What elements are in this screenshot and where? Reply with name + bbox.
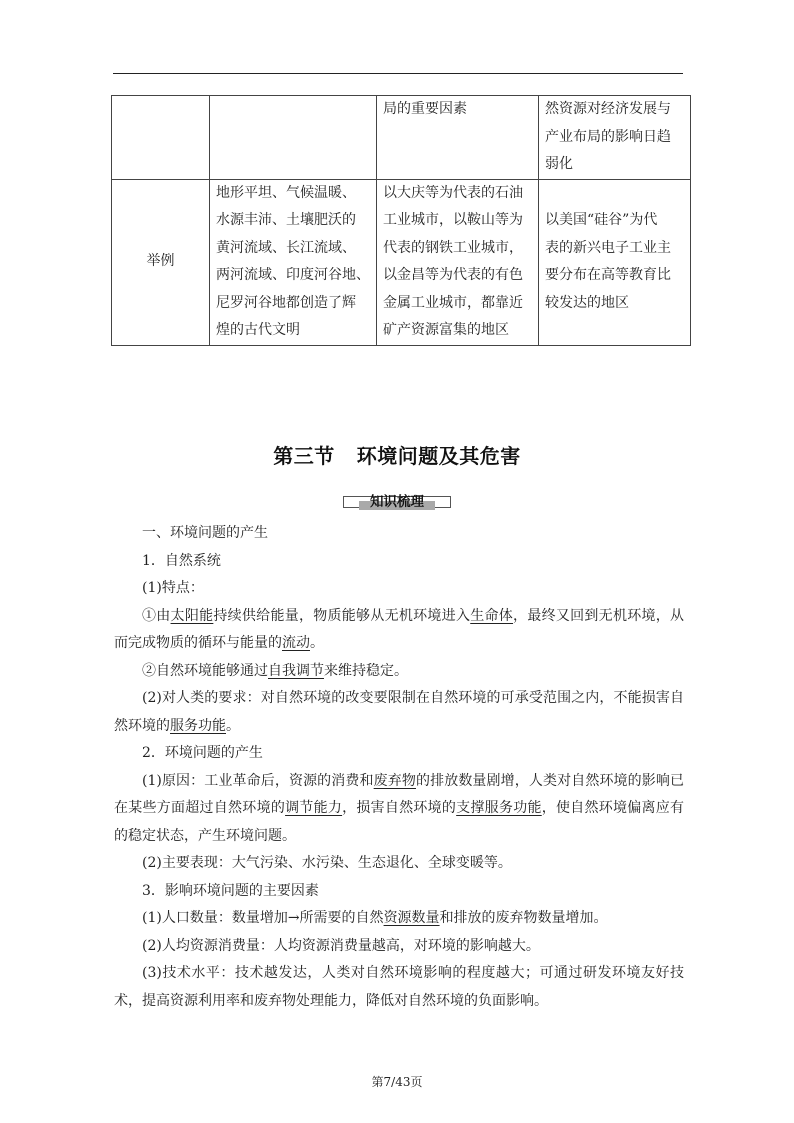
cell-line: 两河流域、印度河谷地、: [216, 267, 370, 283]
table-cell-empty: [210, 96, 377, 180]
knowledge-review-badge: [343, 492, 451, 512]
cell-line: 地形平坦、气候温暖、: [216, 184, 356, 201]
paragraph: (3)技术水平：技术越发达，人类对自然环境影响的程度越大；可通过研发环境友好技术，提高资源利用率和废弃物处理能力，降低对自然环境的负面影响。: [114, 965, 684, 1009]
cell-line: 水源丰沛、土壤肥沃的: [216, 212, 356, 228]
table-cell: [539, 96, 691, 180]
section-number: 第三节: [273, 444, 335, 468]
text-run: 持续供给能量，物质能够从无机环境进入: [213, 607, 471, 624]
cell-line: 矿产资源富集的地区: [383, 322, 509, 338]
cell-line: 代表的钢铁工业城市，: [383, 239, 523, 256]
text-run: ，最终又回到无机环境，从而完成物质的循环与能量的: [114, 607, 685, 651]
cell-line: 弱化: [545, 156, 573, 172]
text-run: 来维持稳定。: [324, 662, 408, 679]
header-rule: [113, 73, 683, 74]
text-run: 。: [226, 717, 240, 734]
table-cell-empty: [112, 96, 210, 180]
text-run: (1)人口数量：数量增加→所需要的自然: [142, 910, 384, 926]
cell-line: 以美国“硅谷”为代: [545, 212, 658, 228]
table-row: [112, 96, 691, 180]
text-run: 的排放数量剧增，人类对自然环境的影响已在某些方面超过自然环境的: [114, 772, 685, 816]
blank-answer: 调节能力: [285, 800, 343, 816]
blank-answer: 生命体: [470, 607, 514, 624]
cell-line: 较发达的地区: [545, 294, 629, 311]
paragraph: (1)特点：: [142, 580, 204, 596]
blank-answer: 自我调节: [268, 662, 324, 679]
content-body: [114, 520, 684, 1015]
table-cell: [210, 179, 377, 345]
cell-line: 尼罗河谷地都创造了辉: [216, 294, 356, 311]
paragraph: (2)人均资源消费量：人均资源消费量越高，对环境的影响越大。: [142, 937, 540, 954]
paragraph: [114, 658, 684, 686]
paragraph: [114, 768, 684, 851]
subheading: 3．影响环境问题的主要因素: [142, 882, 319, 899]
blank-answer: 流动: [282, 635, 310, 651]
subheading: 2．环境问题的产生: [142, 745, 263, 761]
cell-line: 煌的古代文明: [216, 322, 300, 338]
blank-answer: 太阳能: [170, 607, 214, 624]
blank-answer: 服务功能: [170, 717, 226, 734]
blank-answer: 支撑服务功能: [456, 800, 542, 816]
section-title: [0, 440, 794, 469]
paragraph: [114, 685, 684, 740]
cell-line: 要分布在高等教育比: [545, 267, 671, 283]
text-run: 和排放的废弃物数量增加。: [439, 910, 608, 926]
table-cell: [539, 179, 691, 345]
subheading: 1．自然系统: [142, 552, 221, 569]
table-row: [112, 179, 691, 345]
text-run: ②自然环境能够通过: [142, 662, 268, 679]
paragraph: [114, 905, 684, 933]
cell-line: 然资源对经济发展与: [545, 101, 671, 117]
heading-level1: 一、环境问题的产生: [142, 525, 268, 541]
text-run: ，使自然环境偏离应有的稳定状态，产生环境问题。: [114, 800, 685, 844]
cell-line: 以大庆等为代表的石油: [383, 184, 523, 201]
page-number: 第7/43页: [371, 1075, 423, 1089]
text-run: ①由: [142, 607, 171, 624]
comparison-table: [111, 95, 691, 346]
paragraph: (2)主要表现：大气污染、水污染、生态退化、全球变暖等。: [142, 855, 512, 871]
row-label-examples: 举例: [112, 179, 210, 345]
table-cell: [377, 179, 539, 345]
cell-line: 金属工业城市，都靠近: [383, 294, 523, 311]
cell-line: 表的新兴电子工业主: [545, 239, 671, 256]
text-run: (2)对人类的要求：对自然环境的改变要限制在自然环境的可承受范围之内，不能损害自然环境的: [114, 690, 684, 734]
table-cell: [377, 96, 539, 180]
cell-line: 局的重要因素: [383, 101, 467, 117]
paragraph: [114, 603, 684, 658]
blank-answer: 废弃物: [373, 772, 416, 789]
cell-line: 黄河流域、长江流域、: [216, 239, 356, 256]
text-run: 。: [310, 635, 324, 651]
text-run: (1)原因：工业革命后，资源的消费和: [142, 772, 374, 789]
cell-line: 产业布局的影响日趋: [545, 128, 671, 145]
text-run: ，损害自然环境的: [342, 800, 457, 816]
badge-label: 知识梳理: [370, 494, 424, 510]
blank-answer: 资源数量: [383, 910, 440, 926]
cell-line: 以金昌等为代表的有色: [383, 267, 523, 283]
section-heading: 环境问题及其危害: [356, 444, 521, 468]
cell-line: 工业城市，以鞍山等为: [383, 212, 523, 228]
